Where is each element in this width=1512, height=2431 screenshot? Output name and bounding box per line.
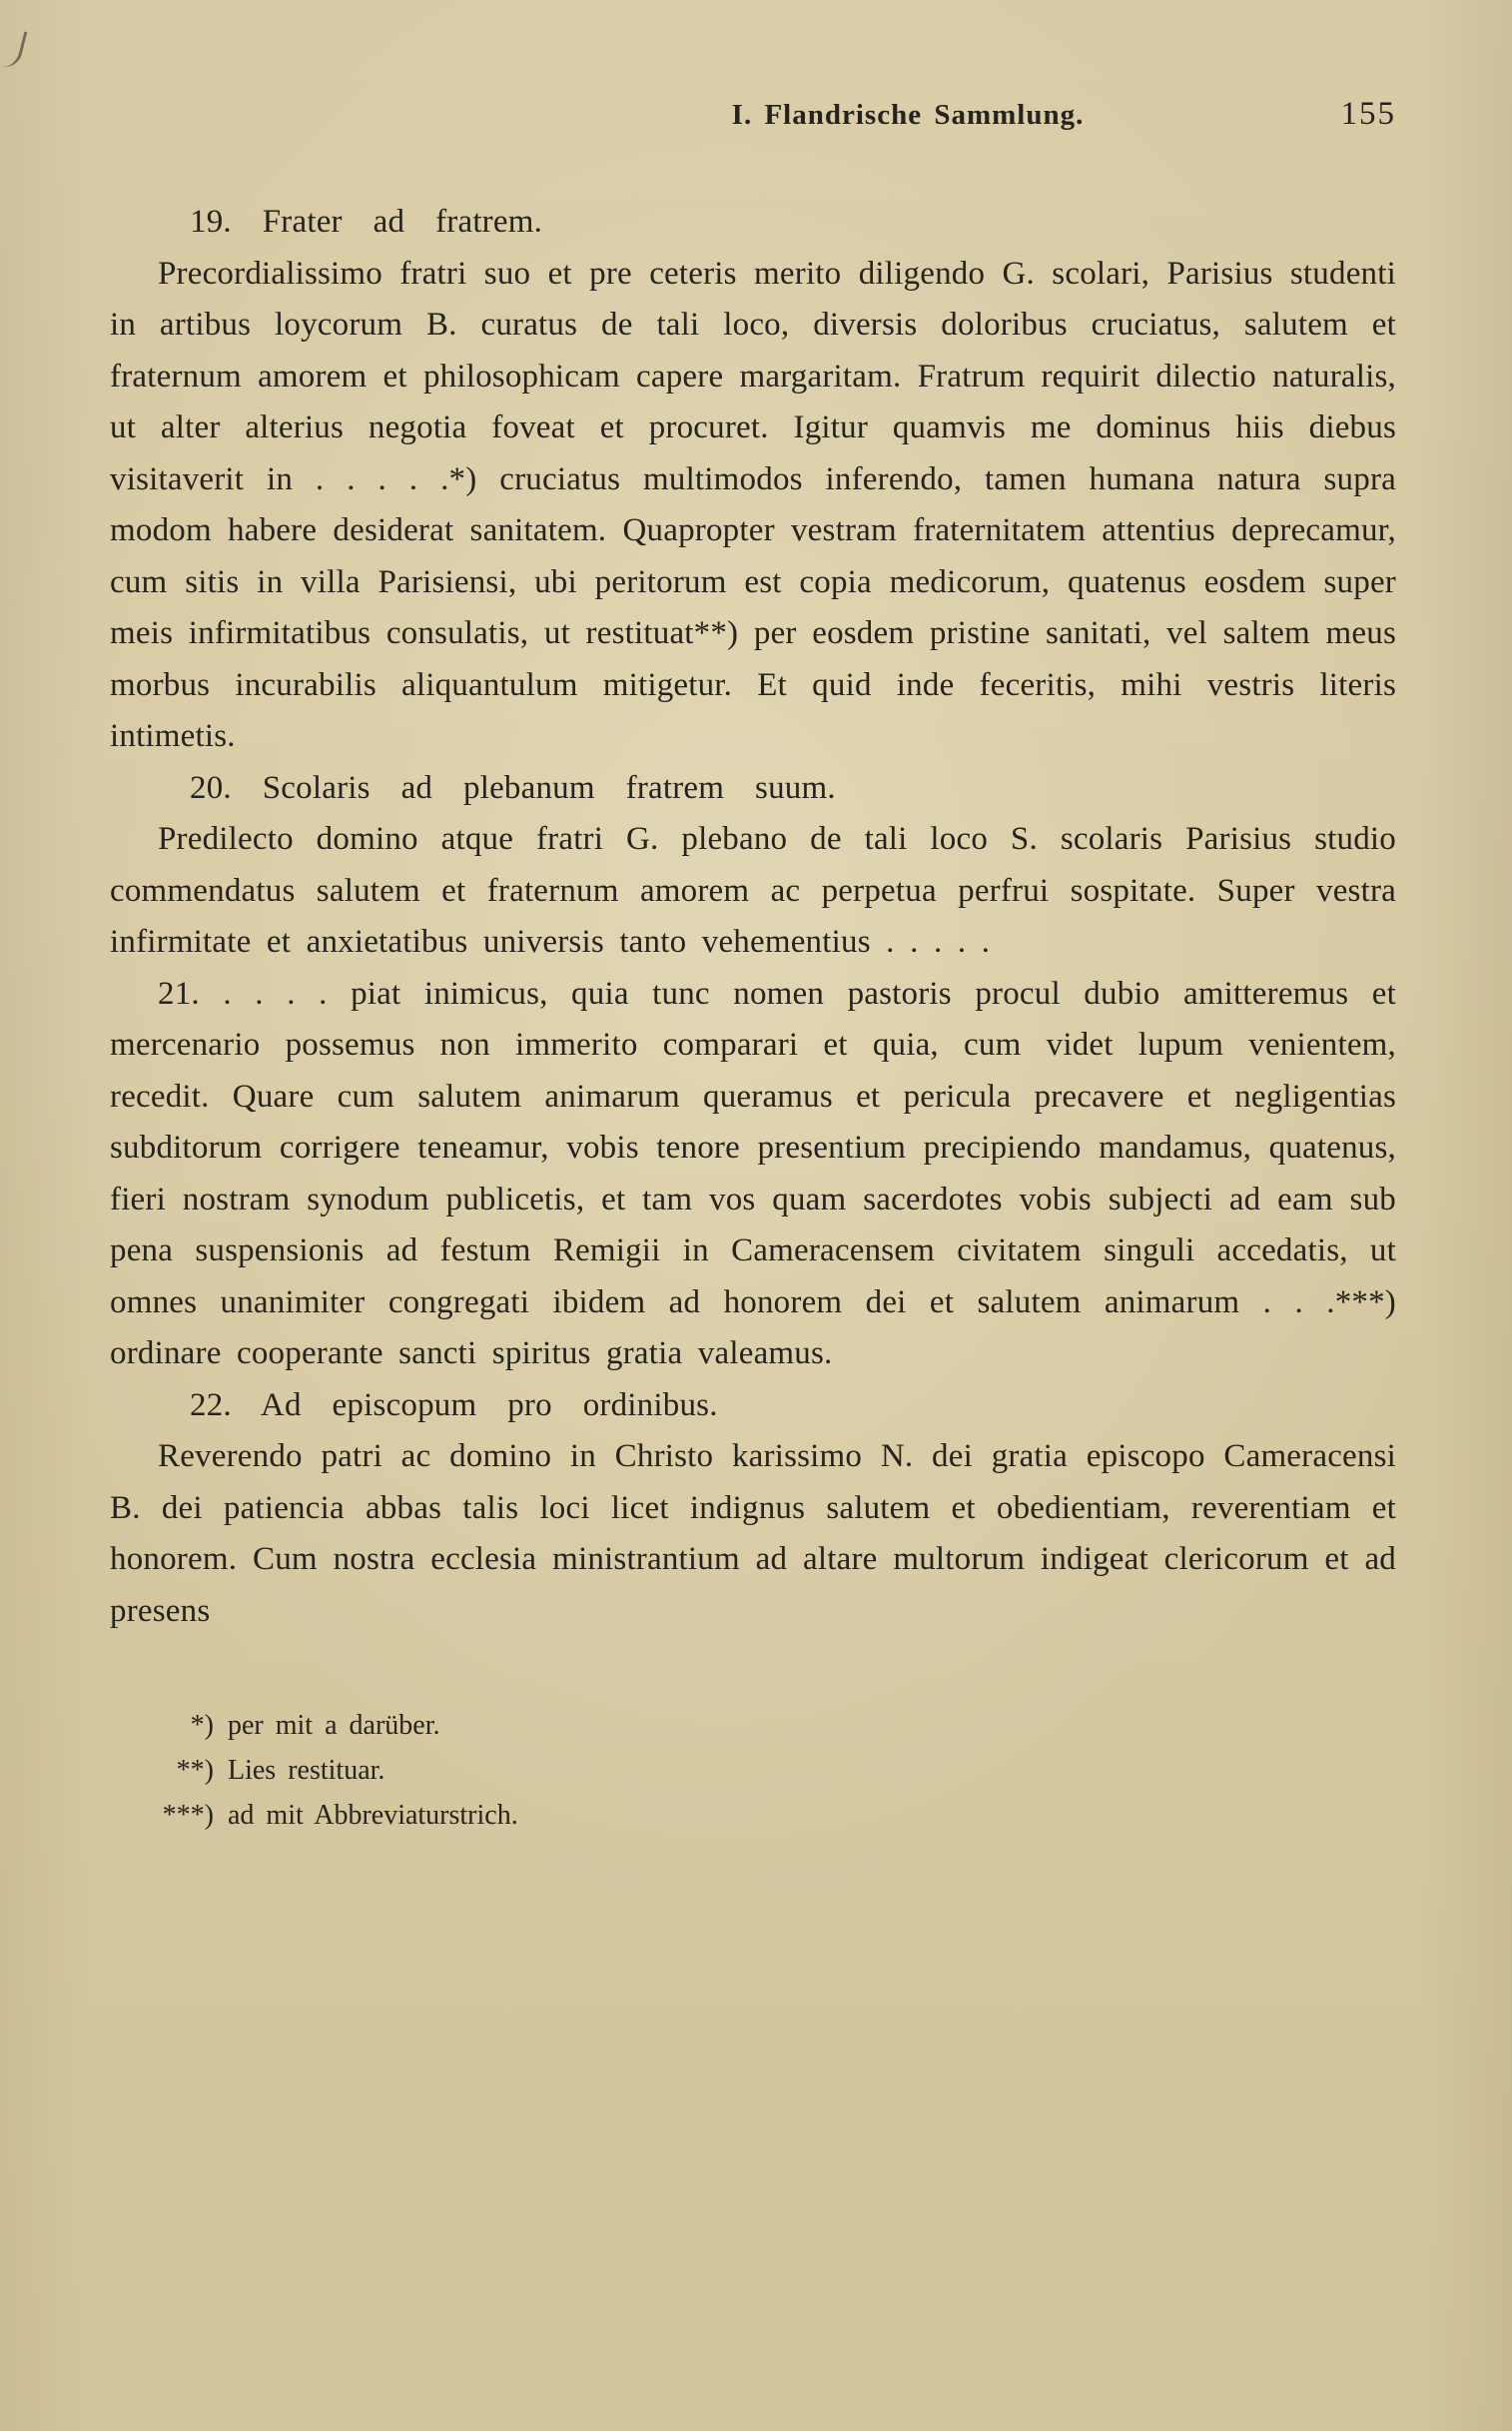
page-content xyxy=(110,197,1396,1637)
section-21-body: 21. . . . . piat inimicus, quia tunc nomen pastoris procul dubio amitteremus et mercenario possemus non immerito comparari et quia, cum videt lupum venientem, recedit. Quare cum salutem animarum queramus et pericula precavere et negligentias subditorum corrigere teneamur, vobis tenore presentium precipiendo mandamus, quatenus, fieri nostram synodum publicetis, et tam vos quam sacerdotes vobis subjecti ad eam sub pena suspensionis ad festum Remigii in Cameracensem civitatem singuli accedatis, ut omnes unanimiter congregati ibidem ad honorem dei et salutem animarum . . .***) ordinare cooperante sancti spiritus gratia valeamus. xyxy=(110,975,1396,1371)
section-20-body: Predilecto domino atque fratri G. plebano de tali loco S. scolaris Parisius studio commendatus salutem et fraternum amorem ac perpetua perfrui sospitate. Super vestra infirmitate et anxietatibus universis tanto vehementius . . . . . xyxy=(110,821,1396,960)
footnote-1 xyxy=(110,1703,1396,1748)
section-20 xyxy=(110,763,1396,969)
section-19 xyxy=(110,197,1396,763)
footnote-3-marker: ***) xyxy=(162,1800,214,1831)
page-header xyxy=(110,96,1396,133)
running-title: I. Flandrische Sammlung. xyxy=(731,99,1085,131)
section-22-body: Reverendo patri ac domino in Christo karissimo N. dei gratia episcopo Cameracensi B. dei patiencia abbas talis loci licet indignus salutem et obedientiam, reverentiam et honorem. Cum nostra ecclesia ministrantium ad altare multorum indigeat clericorum et ad presens xyxy=(110,1438,1396,1629)
footnotes-block xyxy=(110,1703,1396,1838)
footnote-2 xyxy=(110,1748,1396,1793)
footnote-2-marker: **) xyxy=(176,1755,214,1786)
section-21 xyxy=(110,969,1396,1380)
footnote-1-marker: *) xyxy=(190,1710,214,1741)
page-number: 155 xyxy=(1340,96,1397,132)
footnote-3 xyxy=(110,1793,1396,1838)
section-20-heading: 20. Scolaris ad plebanum fratrem suum. xyxy=(190,769,836,806)
section-19-body: Precordialissimo fratri suo et pre ceteris merito diligendo G. scolari, Parisius studenti in artibus loycorum B. curatus de tali loco, diversis doloribus cruciatus, salutem et fraternum amorem et philosophicam capere margaritam. Fratrum requirit dilectio naturalis, ut alter alterius negotia foveat et procuret. Igitur quamvis me dominus hiis diebus visitaverit in . . . . .*) cruciatus multimodos inferendo, tamen humana natura supra modom habere desiderat sanitatem. Quapropter vestram fraternitatem attentius deprecamur, cum sitis in villa Parisiensi, ubi peritorum est copia medicorum, quatenus eosdem super meis infirmitatibus consulatis, ut restituat**) per eosdem pristine sanitati, vel saltem meus morbus incurabilis aliquantulum mitigetur. Et quid inde feceritis, mihi vestris literis intimetis. xyxy=(110,255,1396,754)
footnote-2-text: Lies restituar. xyxy=(228,1755,385,1786)
section-22-heading: 22. Ad episcopum pro ordinibus. xyxy=(190,1386,718,1423)
footnote-3-text: ad mit Abbreviaturstrich. xyxy=(228,1800,518,1831)
scan-artifact-mark xyxy=(0,25,27,71)
footnote-1-text: per mit a darüber. xyxy=(228,1710,440,1741)
section-19-heading: 19. Frater ad fratrem. xyxy=(190,204,543,240)
section-22 xyxy=(110,1380,1396,1638)
